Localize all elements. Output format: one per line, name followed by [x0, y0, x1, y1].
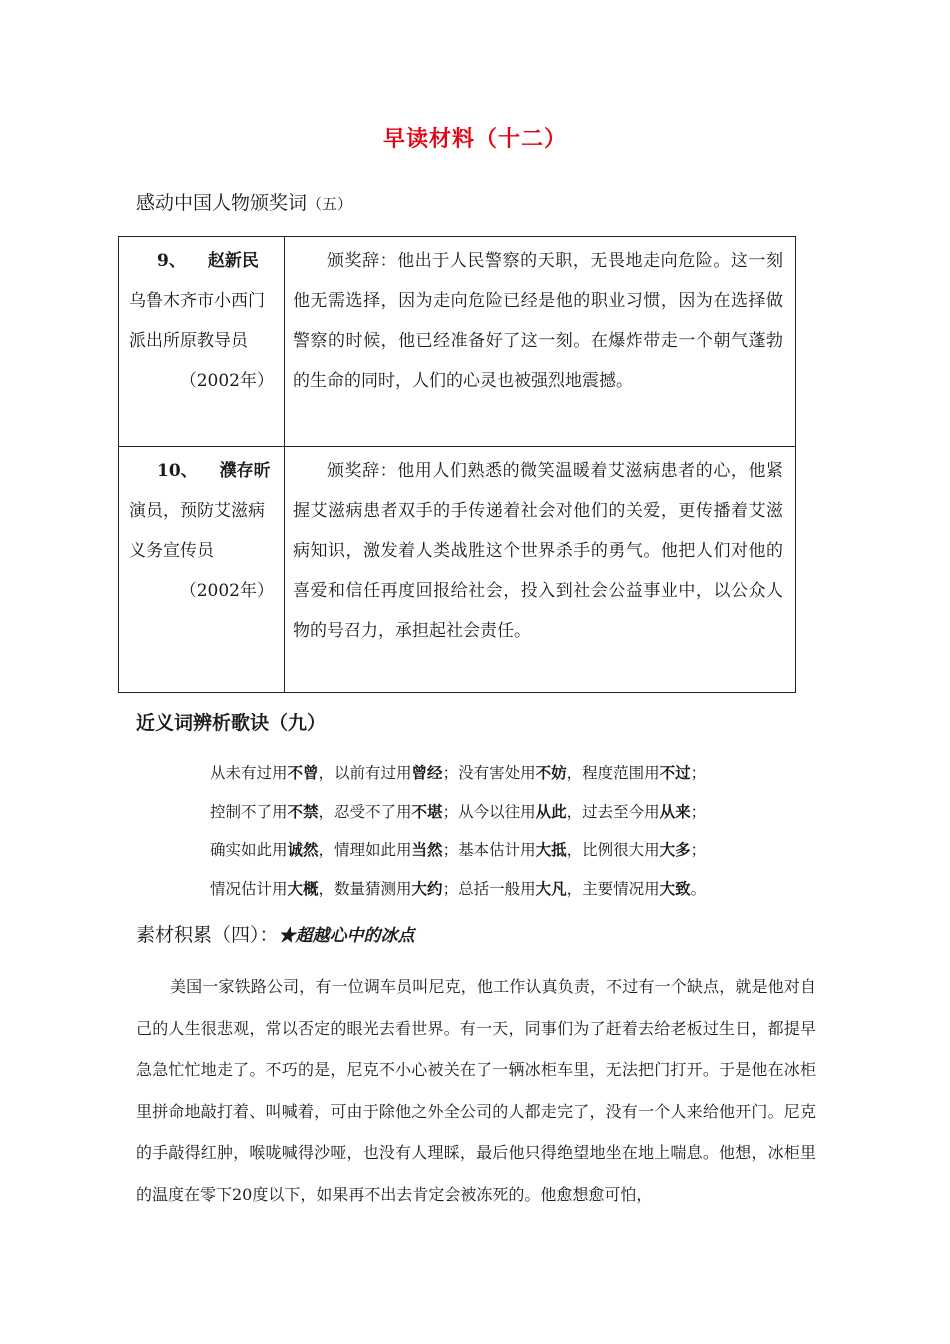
table-row [119, 237, 796, 447]
mnemonic-line: 从未有过用不曾，以前有过用曾经；没有害处用不妨，程度范围用不过； [210, 763, 707, 782]
honoree-role: 乌鲁木齐市小西门派出所原教导员 [129, 291, 265, 351]
section-heading-material [136, 920, 415, 947]
honoree-name [129, 241, 276, 281]
table-row [119, 447, 796, 693]
honoree-number: 9、 [157, 251, 186, 271]
honoree-year: （2002年） [179, 581, 274, 601]
citation-cell [285, 447, 796, 693]
honoree-name [129, 451, 276, 491]
section-heading-synonyms: 近义词辨析歌诀（九） [136, 712, 327, 734]
award-table [118, 236, 796, 693]
honoree-name-text: 赵新民 [207, 251, 259, 271]
honoree-cell [119, 237, 285, 447]
mnemonic-line: 确实如此用诚然，情理如此用当然；基本估计用大抵，比例很大用大多； [210, 840, 707, 859]
honoree-role: 演员，预防艾滋病义务宣传员 [129, 501, 265, 561]
section-heading-award-sub: （五） [307, 195, 353, 213]
story-paragraph: 美国一家铁路公司，有一位调车员叫尼克，他工作认真负责，不过有一个缺点，就是他对自己的人生很悲观，常以否定的眼光去看世界。有一天，同事们为了赶着去给老板过生日，都提早急急忙忙地走了。不巧的是，尼克不小心被关在了一辆冰柜车里，无法把门打开。于是他在冰柜里拼命地敲打着、叫喊着，可由于除他之外全公司的人都走完了，没有一个人来给他开门。尼克的手敲得红肿，喉咙喊得沙哑，也没有人理睬，最后他只得绝望地坐在地上喘息。他想，冰柜里的温度在零下20度以下，如果再不出去肯定会被冻死的。他愈想愈可怕， [136, 977, 816, 1204]
section-heading-award [136, 188, 352, 215]
honoree-cell [119, 447, 285, 693]
honoree-year: （2002年） [179, 371, 274, 391]
section-heading-award-text: 感动中国人物颁奖词 [136, 192, 308, 214]
mnemonic-verse [210, 754, 706, 908]
page-title: 早读材料（十二） [382, 127, 567, 152]
citation-text: 颁奖辞：他出于人民警察的天职，无畏地走向危险。这一刻他无需选择，因为走向危险已经是他的职业习惯，因为在选择做警察的时候，他已经准备好了这一刻。在爆炸带走一个朝气蓬勃的生命的同时，人们的心灵也被强烈地震撼。 [293, 251, 783, 391]
mnemonic-line: 控制不了用不禁，忍受不了用不堪；从今以往用从此，过去至今用从来； [210, 801, 707, 821]
honoree-name-text: 濮存昕 [219, 461, 271, 481]
honoree-number: 10、 [157, 461, 198, 481]
citation-cell [285, 237, 796, 447]
material-theme: ★超越心中的冰点 [278, 926, 415, 946]
section-heading-material-text: 素材积累（四）： [136, 924, 279, 946]
citation-text: 颁奖辞：他用人们熟悉的微笑温暖着艾滋病患者的心，他紧握艾滋病患者双手的手传递着社会对他们的关爱，更传播着艾滋病知识，激发着人类战胜这个世界杀手的勇气。他把人们对他的喜爱和信任再度回报给社会，投入到社会公益事业中，以公众人物的号召力，承担起社会责任。 [293, 461, 783, 641]
mnemonic-line: 情况估计用大概，数量猜测用大约；总括一般用大凡，主要情况用大致。 [210, 878, 707, 898]
